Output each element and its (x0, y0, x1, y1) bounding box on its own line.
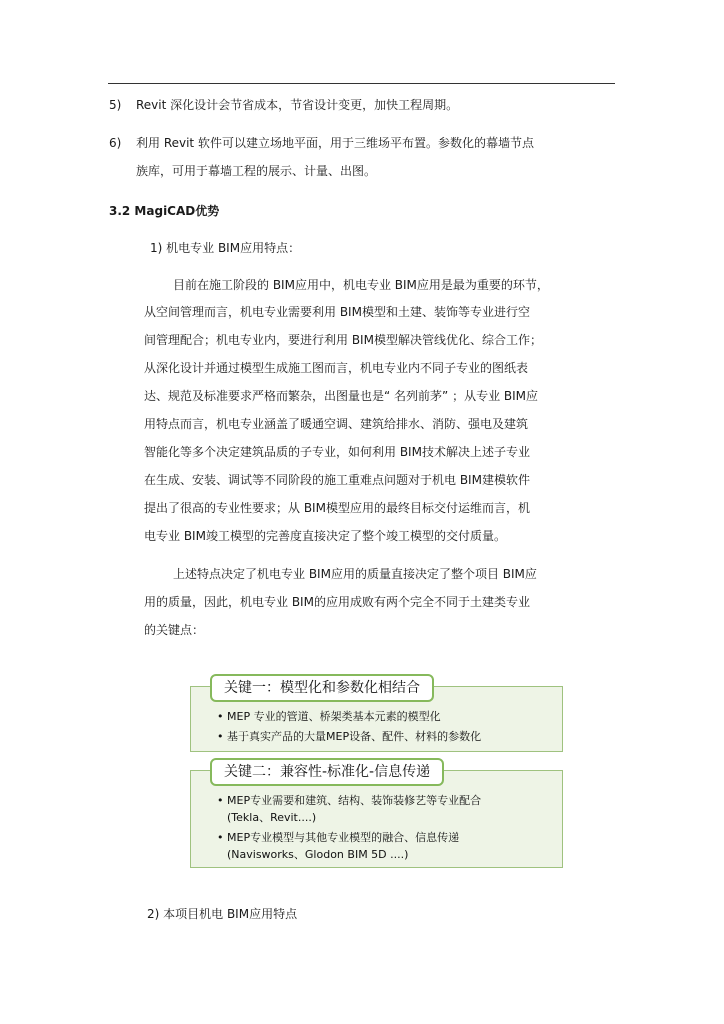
key-2-title: 关键二：兼容性-标准化-信息传递 (210, 758, 444, 786)
key-1-bullet (217, 729, 481, 744)
bullet-dot-icon: • (217, 730, 224, 743)
key-2-continuation: (Navisworks、Glodon BIM 5D ....) (227, 848, 409, 861)
key-2-bullet-text: MEP专业模型与其他专业模型的融合、信息传递 (227, 831, 460, 844)
para1-line: 达、规范及标准要求严格而繁杂，出图量也是“ 名列前茅” ；从专业 BIM应 (144, 389, 539, 403)
item-6-line-1: 利用 Revit 软件可以建立场地平面，用于三维场平布置。参数化的幕墙节点 (136, 136, 534, 150)
header-rule (108, 83, 615, 84)
para1-line: 提出了很高的专业性要求；从 BIM模型应用的最终目标交付运维而言，机 (144, 501, 530, 515)
key-1-bullet (217, 709, 441, 724)
para1-line: 智能化等多个决定建筑品质的子专业，如何利用 BIM技术解决上述子专业 (144, 445, 530, 459)
para1-line: 目前在施工阶段的 BIM应用中，机电专业 BIM应用是最为重要的环节， (173, 278, 549, 292)
bullet-dot-icon: • (217, 710, 224, 723)
bullet-dot-icon: • (217, 794, 224, 807)
item-5-text: Revit 深化设计会节省成本，节省设计变更，加快工程周期。 (136, 98, 459, 112)
key-2-bullet (217, 793, 481, 808)
subheading-2: 2) 本项目机电 BIM应用特点 (147, 907, 298, 921)
key-2-bullet (217, 830, 459, 845)
key-1-bullet-text: 基于真实产品的大量MEP设备、配件、材料的参数化 (227, 730, 482, 743)
para1-line: 在生成、安装、调试等不同阶段的施工重难点问题对于机电 BIM建模软件 (144, 473, 530, 487)
key-2-bullet-text: MEP专业需要和建筑、结构、装饰装修艺等专业配合 (227, 794, 482, 807)
para1-line: 从深化设计并通过模型生成施工图而言，机电专业内不同子专业的图纸表 (144, 361, 529, 375)
para1-line: 用特点而言，机电专业涵盖了暖通空调、建筑给排水、消防、强电及建筑 (144, 417, 529, 431)
section-heading: 3.2 MagiCAD优势 (109, 204, 220, 218)
item-6-number: 6) (109, 136, 122, 150)
para2-line: 上述特点决定了机电专业 BIM应用的质量直接决定了整个项目 BIM应 (173, 567, 537, 581)
key-2-continuation: (Tekla、Revit....) (227, 811, 317, 824)
key-1-title: 关键一：模型化和参数化相结合 (210, 674, 434, 702)
para1-line: 从空间管理而言，机电专业需要利用 BIM模型和土建、装饰等专业进行空 (144, 305, 530, 319)
item-6-line-2: 族库，可用于幕墙工程的展示、计量、出图。 (136, 164, 377, 178)
para2-line: 用的质量，因此，机电专业 BIM的应用成败有两个完全不同于土建类专业 (144, 595, 530, 609)
subheading-1: 1) 机电专业 BIM应用特点： (150, 241, 301, 255)
key-1-bullet-text: MEP 专业的管道、桥架类基本元素的模型化 (227, 710, 441, 723)
para1-line: 间管理配合；机电专业内，要进行利用 BIM模型解决管线优化、综合工作； (144, 333, 542, 347)
para1-line: 电专业 BIM竣工模型的完善度直接决定了整个竣工模型的交付质量。 (144, 529, 506, 543)
para2-line: 的关键点： (144, 623, 205, 637)
bullet-dot-icon: • (217, 831, 224, 844)
item-5-number: 5) (109, 98, 122, 112)
